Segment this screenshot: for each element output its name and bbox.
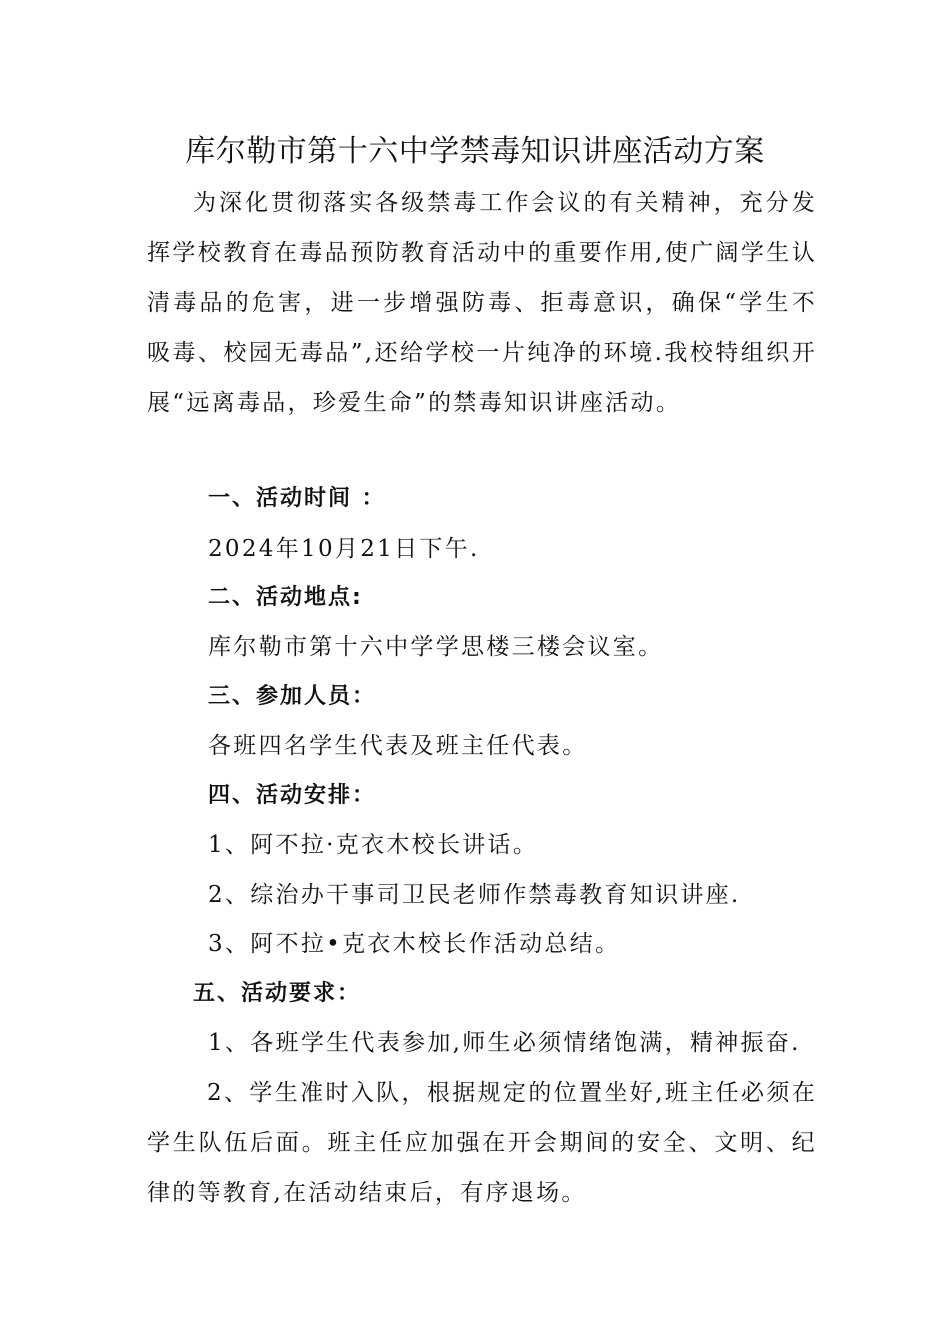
intro-paragraph: 为深化贯彻落实各级禁毒工作会议的有关精神，充分发挥学校教育在毒品预防教育活动中的重要作用,使广阔学生认清毒品的危害，进一步增强防毒、拒毒意识，确保“学生不吸毒、校园无毒品”,还给学校一片纯净的环境.我校特组织开展“远离毒品，珍爱生命”的禁毒知识讲座活动。	[147, 190, 817, 416]
section-heading-participants: 三、参加人员：	[208, 684, 377, 709]
schedule-item-1: 1、阿不拉·克衣木校长讲话。	[208, 832, 539, 858]
schedule-item-2: 2、综治办干事司卫民老师作禁毒教育知识讲座.	[208, 882, 741, 908]
section-heading-location: 二、活动地点:	[208, 585, 363, 610]
document-title: 库尔勒市第十六中学禁毒知识讲座活动方案	[185, 134, 765, 169]
section-participants-value: 各班四名学生代表及班主任代表。	[208, 733, 588, 759]
section-heading-time: 一、活动时间 ：	[208, 486, 386, 511]
section-heading-requirements: 五、活动要求：	[193, 981, 362, 1006]
section-time-value: 2024年10月21日下午.	[208, 536, 480, 562]
requirement-item-1: 1、各班学生代表参加,师生必须情绪饱满，精神振奋.	[208, 1030, 801, 1056]
requirement-item-2: 2、学生准时入队，根据规定的位置坐好,班主任必须在学生队伍后面。班主任应加强在开会期间的安全、文明、纪律的等教育,在活动结束后，有序退场。	[147, 1080, 817, 1206]
section-location-value: 库尔勒市第十六中学学思楼三楼会议室。	[208, 634, 664, 660]
section-heading-schedule: 四、活动安排：	[208, 783, 377, 808]
schedule-item-3: 3、阿不拉•克衣木校长作活动总结。	[208, 931, 621, 957]
